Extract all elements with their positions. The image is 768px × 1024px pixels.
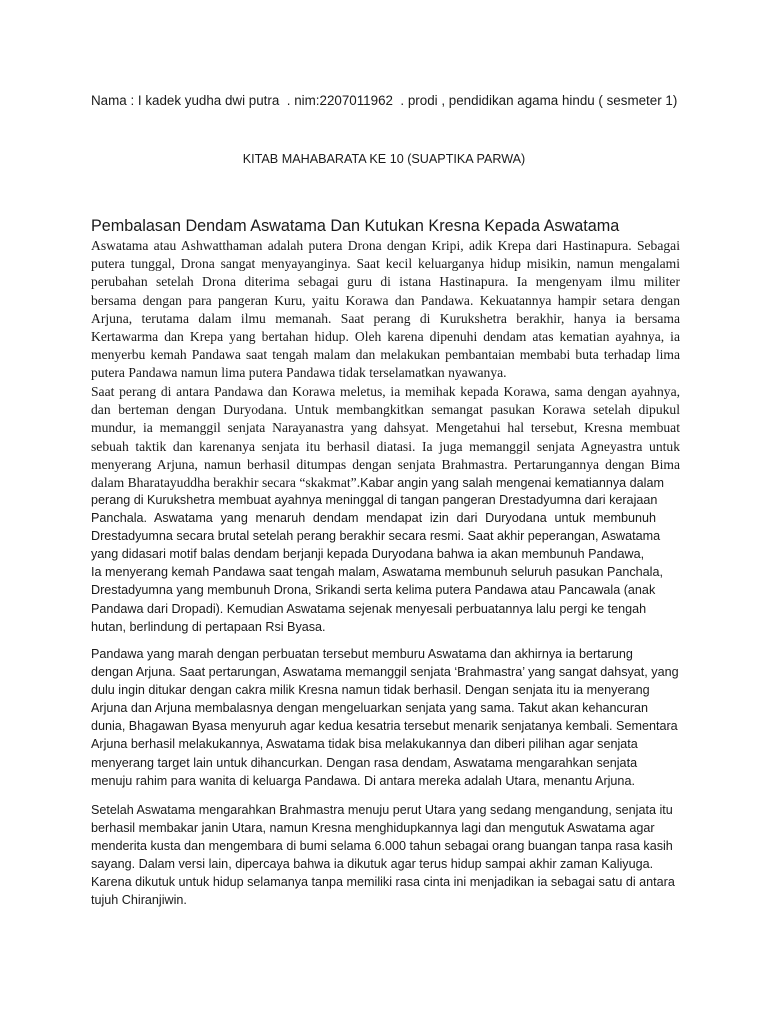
paragraph-line: putera Pandawa namun lima putera Pandawa tidak terselamatkan nyawanya. [91,365,507,381]
paragraph-line: dan berteman dengan Duryodana. Untuk membangkitkan semangat pasukan Korawa setelah dipukul [91,402,680,418]
paragraph-2 [91,383,680,492]
paragraph-line: berhasil membakar janin Utara, namun Kresna menghidupkannya lagi dan mengutuk Aswatama agar [91,821,655,836]
paragraph-line: Pandawa yang marah dengan perbuatan tersebut memburu Aswatama dan akhirnya ia bertarung [91,647,633,661]
paragraph-line: dengan Arjuna. Saat pertarungan, Aswatama memanggil senjata ‘Brahmastra’ yang sangat dahsyat, yang [91,665,679,680]
paragraph-line-mixed [91,474,680,492]
paragraph-line: putera tunggal, Drona sangat menyayanginya. Saat kecil keluarganya hidup misikin, namun mengalami [91,256,680,272]
paragraph-line: hutan, berlindung di pertapaan Rsi Byasa. [91,619,326,634]
paragraph-line: Arjuna dan Arjuna membalasnya dengan mengeluarkan senjata yang sama. Takut akan kehancuran [91,701,649,716]
student-info-line: Nama : I kadek yudha dwi putra . nim:2207011962 . prodi , pendidikan agama hindu ( sesmeter 1) [91,93,678,108]
paragraph-line: Kertawarma dan Krepa yang bertahan hidup. Oleh karena dipenuhi dendam atas kematian ayahnya, ia [91,328,680,344]
paragraph-line: Arjuna berhasil melakukannya, Aswatama tidak bisa melakukannya dan diberi pilihan agar senjata [91,737,638,752]
paragraph-line: sebuah taktik dan karenanya senjata itu berhasil diatasi. Ia juga memanggil senjata Agneyastra untuk [91,438,680,454]
paragraph-line: yang didasari motif balas dendam berjanji kepada Duryodana bahwa ia akan membunuh Pandawa, [91,547,645,562]
paragraph-line: mundur, ia memanggil senjata Narayanastra yang dahsyat. Mengetahui hal tersebut, Kresna membuat [91,420,680,436]
paragraph-line: Drestadyumna secara brutal setelah perang berakhir secara resmi. Saat akhir peperangan, Aswatama [91,529,661,544]
paragraph-4 [91,801,680,910]
paragraph-line: Pandawa dari Dropadi). Kemudian Aswatama sejenak menyesali perbuatannya lalu pergi ke tengah [91,601,647,616]
paragraph-line: Karena dikutuk untuk hidup selamanya tanpa memiliki rasa cinta ini menjadikan ia sebagai satu di antara [91,875,675,890]
paragraph-line: Saat perang di antara Pandawa dan Korawa meletus, ia memihak kepada Korawa, sama dengan ayahnya, [91,384,680,399]
paragraph-line: tujuh Chiranjiwin. [91,893,187,908]
paragraph-line: perang di Kurukshetra membuat ayahnya meninggal di tangan pangeran Drestadyumna dari kerajaan [91,493,658,507]
paragraph-line: menyerang Arjuna, namun berhasil ditumpas dengan senjata Brahmastra. Pertarungannya dengan Bima [91,456,680,472]
paragraph-line: bersama dengan para pangeran Kuru, yaitu Korawa dan Pandawa. Kekuatannya hampir setara dengan [91,292,680,308]
paragraph-line: Ia menyerang kemah Pandawa saat tengah malam, Aswatama membunuh seluruh pasukan Panchala, [91,565,663,580]
paragraph-line: dunia, Bhagawan Byasa menyuruh agar kedua kesatria tersebut menarik senjatanya kembali. Sementara [91,719,678,734]
paragraph-line: Setelah Aswatama mengarahkan Brahmastra menuju perut Utara yang sedang mengandung, senjata itu [91,803,673,817]
paragraph-line: menyerang target lain untuk dihancurkan. Dengan rasa dendam, Aswatama mengarahkan senjata [91,755,638,770]
paragraph-line: Drestadyumna yang membunuh Drona, Srikandi serta kelima putera Pandawa atau Pancawala (anak [91,583,656,598]
paragraph-line: dulu ingin ditukar dengan cakra milik Kresna namun tidak berhasil. Dengan senjata itu ia menyerang [91,683,650,698]
paragraph-line: Arjuna, terutama dalam ilmu memanah. Saat perang di Kurukshetra berakhir, hanya ia bersama [91,310,680,326]
paragraph-line: sayang. Dalam versi lain, dipercaya bahwa ia dikutuk agar terus hidup sampai akhir zaman Kaliyuga. [91,857,654,872]
paragraph-2-continued [91,491,680,636]
paragraph-line: Panchala. Aswatama yang menaruh dendam mendapat izin dari Duryodana untuk membunuh [91,511,656,526]
document-title: KITAB MAHABARATA KE 10 (SUAPTIKA PARWA) [242,152,526,166]
paragraph-1 [91,237,680,383]
mixed-serif-segment: dalam Bharatayuddha berakhir secara “skakmat”. [91,474,361,490]
paragraph-3 [91,645,680,790]
paragraph-line: menuju rahim para wanita di keluarga Pandawa. Di antara mereka adalah Utara, menantu Arjuna. [91,773,635,788]
paragraph-line: menyerbu kemah Pandawa saat tengah malam dan melakukan pembantaian membabi buta terhadap lima [91,347,680,363]
paragraph-line: Aswatama atau Ashwatthaman adalah putera Drona dengan Kripi, adik Krepa dari Hastinapura. Sebagai [91,238,680,253]
paragraph-line: perubahan setelah Drona diterima sebagai guru di istana Hastinapura. Ia mengenyam ilmu militer [91,274,680,290]
mixed-sans-segment: Kabar angin yang salah mengenai kematiannya dalam [360,475,664,490]
paragraph-line: menderita kusta dan mengembara di bumi selama 6.000 tahun sebagai orang buangan tanpa rasa kasih [91,839,673,854]
section-heading: Pembalasan Dendam Aswatama Dan Kutukan Kresna Kepada Aswatama [91,217,620,235]
